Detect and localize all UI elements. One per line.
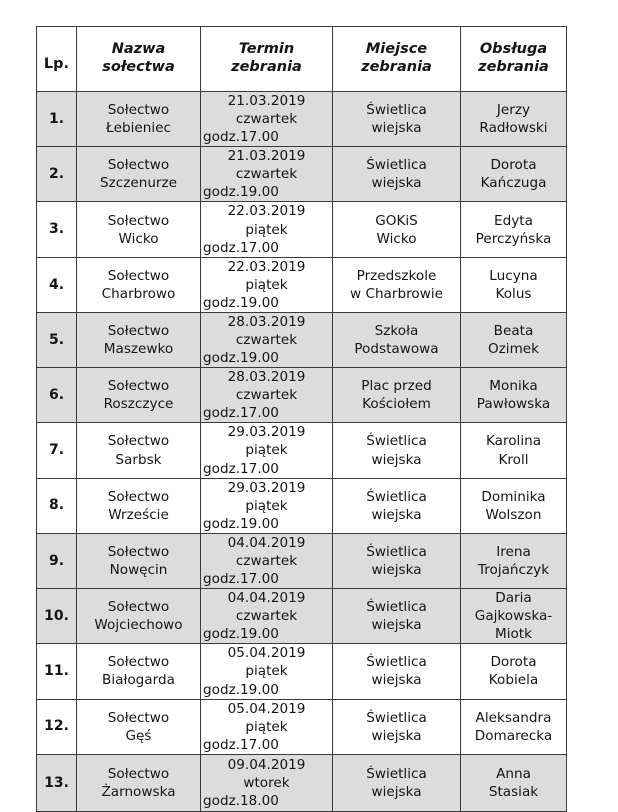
cell-line: czwartek bbox=[235, 332, 298, 349]
cell-village-name bbox=[77, 589, 201, 644]
cell-line: Daria bbox=[495, 590, 532, 607]
column-header-line: Nazwa bbox=[111, 41, 166, 58]
cell-line: Monika bbox=[489, 378, 538, 395]
cell-line: Miotk bbox=[494, 626, 533, 643]
cell-meeting-time: godz.17.00 bbox=[203, 571, 279, 588]
cell-village-name bbox=[77, 257, 201, 312]
cell-meeting-place bbox=[333, 423, 461, 478]
column-header-line: zebrania bbox=[231, 59, 302, 75]
cell-line: Sołectwo bbox=[107, 212, 170, 229]
table-row bbox=[37, 257, 567, 312]
cell-line: wiejska bbox=[371, 783, 422, 800]
cell-line: Stasiak bbox=[488, 783, 539, 800]
cell-line: Karolina bbox=[485, 433, 542, 450]
cell-line: wiejska bbox=[371, 506, 422, 523]
cell-line: Aleksandra bbox=[475, 709, 552, 726]
cell-meeting-time: godz.17.00 bbox=[203, 239, 279, 256]
cell-line: Lucyna bbox=[489, 267, 538, 284]
cell-line: Kobiela bbox=[488, 672, 539, 689]
cell-line: Charbrowo bbox=[101, 285, 176, 302]
cell-line: piątek bbox=[245, 221, 288, 238]
cell-meeting-place bbox=[333, 92, 461, 147]
cell-meeting-staff bbox=[461, 147, 567, 202]
cell-line: Sarbsk bbox=[115, 451, 162, 468]
table-row bbox=[37, 312, 567, 367]
cell-meeting-place bbox=[333, 312, 461, 367]
cell-meeting-date bbox=[201, 754, 333, 811]
cell-line: Sołectwo bbox=[107, 709, 170, 726]
cell-meeting-place bbox=[333, 202, 461, 257]
cell-line: Sołectwo bbox=[107, 157, 170, 174]
cell-line: Świetlica bbox=[366, 599, 427, 616]
cell-meeting-place bbox=[333, 478, 461, 533]
cell-line: 09.04.2019 bbox=[227, 756, 306, 773]
cell-line: wiejska bbox=[371, 617, 422, 634]
cell-line: Sołectwo bbox=[107, 378, 170, 395]
column-header-name bbox=[77, 27, 201, 92]
cell-line: Anna bbox=[496, 765, 531, 782]
cell-meeting-date bbox=[201, 202, 333, 257]
cell-meeting-place bbox=[333, 533, 461, 588]
cell-village-name bbox=[77, 147, 201, 202]
cell-meeting-time: godz.18.00 bbox=[203, 792, 279, 809]
cell-line: Kościołem bbox=[362, 396, 431, 413]
table-body bbox=[37, 92, 567, 812]
cell-line: Plac przed bbox=[361, 378, 432, 395]
cell-line: czwartek bbox=[235, 387, 298, 404]
cell-row-number: 4. bbox=[37, 257, 77, 312]
cell-village-name bbox=[77, 533, 201, 588]
meeting-schedule-table bbox=[36, 26, 567, 812]
cell-meeting-time: godz.17.00 bbox=[203, 460, 279, 477]
cell-line: Sołectwo bbox=[107, 488, 170, 505]
cell-line: wiejska bbox=[371, 175, 422, 192]
cell-line: GOKiS bbox=[375, 212, 418, 229]
cell-line: wiejska bbox=[371, 672, 422, 689]
cell-line: Trojańczyk bbox=[477, 561, 550, 578]
cell-meeting-staff bbox=[461, 92, 567, 147]
cell-line: Żarnowska bbox=[101, 783, 176, 800]
column-header-line: zebrania bbox=[361, 59, 432, 75]
cell-meeting-date bbox=[201, 368, 333, 423]
column-header-line: Termin bbox=[238, 41, 295, 58]
cell-row-number: 3. bbox=[37, 202, 77, 257]
column-header-line: sołectwa bbox=[102, 59, 175, 75]
cell-line: wtorek bbox=[243, 774, 290, 791]
cell-row-number: 12. bbox=[37, 699, 77, 754]
cell-line: 29.03.2019 bbox=[227, 424, 306, 441]
cell-village-name bbox=[77, 92, 201, 147]
cell-line: Perczyńska bbox=[475, 230, 552, 247]
cell-line: 28.03.2019 bbox=[227, 313, 306, 330]
cell-line: 28.03.2019 bbox=[227, 369, 306, 386]
cell-line: 04.04.2019 bbox=[227, 590, 306, 607]
cell-line: Nowęcin bbox=[109, 561, 168, 578]
cell-row-number: 7. bbox=[37, 423, 77, 478]
cell-row-number: 1. bbox=[37, 92, 77, 147]
cell-line: Beata bbox=[493, 322, 534, 339]
cell-line: piątek bbox=[245, 718, 288, 735]
cell-line: piątek bbox=[245, 497, 288, 514]
cell-line: czwartek bbox=[235, 166, 298, 183]
cell-meeting-staff bbox=[461, 644, 567, 699]
cell-line: Gęś bbox=[125, 727, 152, 744]
cell-meeting-date bbox=[201, 644, 333, 699]
cell-meeting-staff bbox=[461, 312, 567, 367]
cell-meeting-staff bbox=[461, 368, 567, 423]
cell-meeting-place bbox=[333, 699, 461, 754]
cell-meeting-staff bbox=[461, 533, 567, 588]
cell-line: 04.04.2019 bbox=[227, 534, 306, 551]
cell-meeting-date bbox=[201, 699, 333, 754]
cell-line: Pawłowska bbox=[476, 396, 551, 413]
table-row bbox=[37, 423, 567, 478]
table-row bbox=[37, 644, 567, 699]
column-header-place bbox=[333, 27, 461, 92]
cell-village-name bbox=[77, 202, 201, 257]
cell-village-name bbox=[77, 312, 201, 367]
cell-meeting-date bbox=[201, 92, 333, 147]
column-header-line: zebrania bbox=[478, 59, 549, 75]
cell-meeting-date bbox=[201, 312, 333, 367]
cell-line: wiejska bbox=[371, 120, 422, 137]
column-header-line: Miejsce bbox=[365, 41, 428, 58]
table-row bbox=[37, 589, 567, 644]
cell-meeting-time: godz.19.00 bbox=[203, 626, 279, 643]
cell-meeting-staff bbox=[461, 423, 567, 478]
cell-line: Wicko bbox=[118, 230, 159, 247]
cell-meeting-date bbox=[201, 589, 333, 644]
table-row bbox=[37, 754, 567, 811]
cell-line: Gajkowska- bbox=[474, 608, 553, 625]
cell-line: Przedszkole bbox=[356, 267, 437, 284]
cell-line: Maszewko bbox=[103, 341, 174, 358]
cell-meeting-time: godz.19.00 bbox=[203, 681, 279, 698]
cell-village-name bbox=[77, 644, 201, 699]
cell-line: Dorota bbox=[490, 157, 537, 174]
cell-line: Świetlica bbox=[366, 654, 427, 671]
cell-line: Roszczyce bbox=[103, 396, 174, 413]
cell-meeting-time: godz.19.00 bbox=[203, 350, 279, 367]
cell-line: Sołectwo bbox=[107, 102, 170, 119]
cell-line: Kolus bbox=[495, 285, 532, 302]
cell-line: Szczenurze bbox=[99, 175, 178, 192]
cell-line: Świetlica bbox=[366, 543, 427, 560]
cell-row-number: 9. bbox=[37, 533, 77, 588]
cell-line: Irena bbox=[496, 543, 531, 560]
cell-line: wiejska bbox=[371, 561, 422, 578]
cell-line: Kańczuga bbox=[480, 175, 547, 192]
cell-row-number: 5. bbox=[37, 312, 77, 367]
cell-line: Szkoła bbox=[374, 322, 419, 339]
cell-line: Świetlica bbox=[366, 765, 427, 782]
cell-meeting-staff bbox=[461, 699, 567, 754]
cell-meeting-staff bbox=[461, 257, 567, 312]
cell-line: Domarecka bbox=[474, 727, 553, 744]
cell-row-number: 2. bbox=[37, 147, 77, 202]
cell-line: czwartek bbox=[235, 111, 298, 128]
cell-line: Sołectwo bbox=[107, 322, 170, 339]
cell-line: piątek bbox=[245, 442, 288, 459]
cell-line: w Charbrowie bbox=[350, 285, 443, 302]
cell-village-name bbox=[77, 368, 201, 423]
cell-line: Edyta bbox=[494, 212, 533, 229]
cell-line: wiejska bbox=[371, 451, 422, 468]
cell-line: Białogarda bbox=[102, 672, 175, 689]
cell-line: piątek bbox=[245, 276, 288, 293]
cell-line: Sołectwo bbox=[107, 599, 170, 616]
cell-meeting-date bbox=[201, 257, 333, 312]
column-header-line: Lp. bbox=[43, 56, 70, 73]
cell-line: Świetlica bbox=[366, 102, 427, 119]
table-row bbox=[37, 147, 567, 202]
cell-line: 22.03.2019 bbox=[227, 203, 306, 220]
cell-row-number: 10. bbox=[37, 589, 77, 644]
table-row bbox=[37, 368, 567, 423]
cell-line: Dominika bbox=[481, 488, 546, 505]
cell-meeting-date bbox=[201, 147, 333, 202]
cell-meeting-place bbox=[333, 147, 461, 202]
cell-line: 21.03.2019 bbox=[227, 148, 306, 165]
cell-meeting-staff bbox=[461, 754, 567, 811]
cell-row-number: 6. bbox=[37, 368, 77, 423]
cell-meeting-time: godz.19.00 bbox=[203, 184, 279, 201]
cell-line: Ozimek bbox=[487, 341, 540, 358]
cell-line: Jerzy bbox=[496, 102, 531, 119]
cell-line: Świetlica bbox=[366, 488, 427, 505]
cell-line: piątek bbox=[245, 663, 288, 680]
cell-meeting-time: godz.19.00 bbox=[203, 515, 279, 532]
table-row bbox=[37, 533, 567, 588]
cell-meeting-date bbox=[201, 423, 333, 478]
table-row bbox=[37, 699, 567, 754]
cell-line: 05.04.2019 bbox=[227, 645, 306, 662]
cell-meeting-time: godz.17.00 bbox=[203, 405, 279, 422]
cell-line: Radłowski bbox=[479, 120, 548, 137]
cell-meeting-place bbox=[333, 754, 461, 811]
table-header bbox=[37, 27, 567, 92]
column-header-staff bbox=[461, 27, 567, 92]
cell-line: Sołectwo bbox=[107, 543, 170, 560]
cell-village-name bbox=[77, 699, 201, 754]
column-header-line: Obsługa bbox=[479, 41, 548, 58]
table-row bbox=[37, 202, 567, 257]
cell-line: 21.03.2019 bbox=[227, 93, 306, 109]
cell-line: Świetlica bbox=[366, 709, 427, 726]
cell-meeting-place bbox=[333, 368, 461, 423]
cell-line: Sołectwo bbox=[107, 433, 170, 450]
table-row bbox=[37, 92, 567, 147]
cell-line: Świetlica bbox=[366, 157, 427, 174]
cell-line: wiejska bbox=[371, 727, 422, 744]
cell-line: Wolszon bbox=[485, 506, 542, 523]
cell-meeting-place bbox=[333, 257, 461, 312]
cell-meeting-date bbox=[201, 533, 333, 588]
header-row bbox=[37, 27, 567, 92]
cell-meeting-staff bbox=[461, 202, 567, 257]
cell-meeting-staff bbox=[461, 478, 567, 533]
cell-line: 05.04.2019 bbox=[227, 700, 306, 717]
column-header-term bbox=[201, 27, 333, 92]
cell-line: 29.03.2019 bbox=[227, 479, 306, 496]
cell-village-name bbox=[77, 478, 201, 533]
cell-line: Sołectwo bbox=[107, 765, 170, 782]
column-header-lp bbox=[37, 27, 77, 92]
cell-line: 22.03.2019 bbox=[227, 258, 306, 275]
cell-meeting-time: godz.19.00 bbox=[203, 294, 279, 311]
cell-row-number: 8. bbox=[37, 478, 77, 533]
cell-meeting-date bbox=[201, 478, 333, 533]
cell-meeting-time: godz.17.00 bbox=[203, 129, 279, 146]
cell-line: Sołectwo bbox=[107, 654, 170, 671]
cell-line: Sołectwo bbox=[107, 267, 170, 284]
table-row bbox=[37, 478, 567, 533]
cell-line: Dorota bbox=[490, 654, 537, 671]
cell-row-number: 13. bbox=[37, 754, 77, 811]
cell-line: Świetlica bbox=[366, 433, 427, 450]
cell-line: Kroll bbox=[498, 451, 529, 468]
cell-line: Wicko bbox=[376, 230, 417, 247]
cell-line: Wojciechowo bbox=[94, 617, 183, 634]
cell-village-name bbox=[77, 754, 201, 811]
cell-meeting-place bbox=[333, 589, 461, 644]
cell-line: czwartek bbox=[235, 608, 298, 625]
cell-meeting-time: godz.17.00 bbox=[203, 736, 279, 753]
cell-line: Wrzeście bbox=[108, 506, 169, 523]
cell-meeting-staff bbox=[461, 589, 567, 644]
schedule-table-container bbox=[36, 26, 566, 812]
cell-line: czwartek bbox=[235, 552, 298, 569]
cell-row-number: 11. bbox=[37, 644, 77, 699]
cell-line: Podstawowa bbox=[354, 341, 439, 358]
cell-line: Łebieniec bbox=[105, 120, 171, 137]
cell-meeting-place bbox=[333, 644, 461, 699]
cell-village-name bbox=[77, 423, 201, 478]
